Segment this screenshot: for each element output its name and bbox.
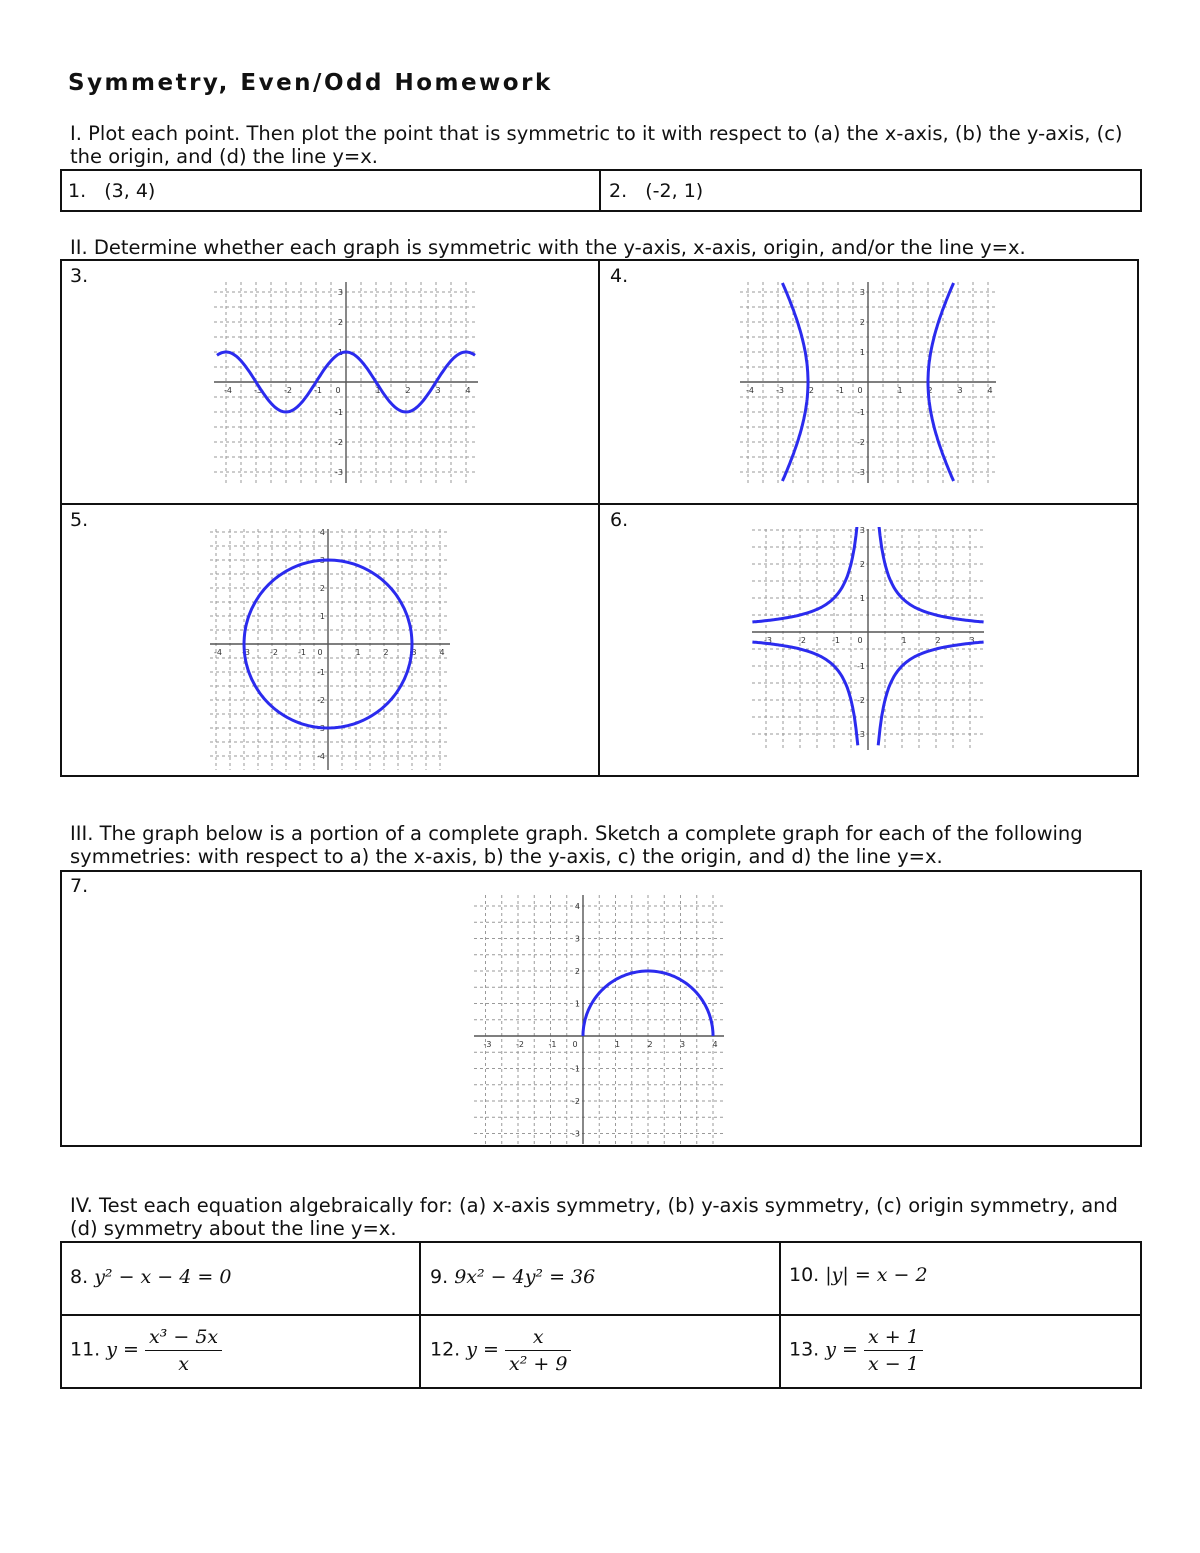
y-tick-label: -3 (572, 1129, 580, 1139)
y-tick-label: -1 (572, 1064, 580, 1074)
graph-7-semicircle (472, 893, 726, 1146)
x-tick-label: 4 (712, 1040, 718, 1049)
section-1-instructions: I. Plot each point. Then plot the point that is symmetric to it with respect to (a) the x-axis, (b) the y-axis, (c) the origin, and (d) the line y=x. (70, 122, 1123, 168)
graph-6-reciprocal (750, 527, 986, 752)
y-tick-label: -1 (335, 408, 343, 417)
x-tick-label: 1 (375, 386, 381, 395)
x-tick-label: -4 (224, 386, 232, 395)
x-tick-label: 2 (405, 386, 411, 395)
y-tick-label: 1 (859, 594, 865, 603)
y-tick-label: -3 (857, 730, 865, 739)
problem-1: 1. (3, 4) (68, 180, 156, 202)
problem-7-label: 7. (70, 875, 89, 897)
section-1-table (60, 169, 1142, 212)
problem-12: 12. y = $\frac{x}{\text{x² + 9}}$ (430, 1324, 571, 1377)
graph-3-cosine (212, 280, 480, 485)
problem-8: 8. y² − x − 4 = 0 (70, 1266, 232, 1288)
y-tick-label: -3 (335, 468, 343, 477)
y-tick-label: 1 (337, 348, 343, 357)
y-tick-label: 3 (859, 288, 865, 297)
y-tick-label: 3 (574, 934, 580, 944)
y-tick-label: 4 (319, 528, 325, 537)
y-tick-label: -2 (572, 1097, 580, 1106)
problem-9: 9. 9x² − 4y² = 36 (430, 1266, 596, 1288)
x-tick-label: 4 (987, 386, 993, 395)
x-tick-label: 1 (901, 636, 907, 645)
x-tick-label: -2 (284, 386, 292, 395)
y-tick-label: 1 (319, 612, 325, 621)
y-tick-label: -1 (857, 408, 865, 417)
x-tick-label: 3 (969, 636, 975, 645)
x-tick-label: -2 (270, 648, 278, 657)
x-tick-label: -3 (254, 386, 262, 395)
x-tick-label: -1 (548, 1040, 557, 1049)
y-tick-label: -1 (857, 662, 865, 671)
x-tick-label: 1 (355, 648, 361, 657)
x-tick-label: 4 (465, 386, 471, 395)
curve (878, 527, 983, 622)
problem-13: 13. y = $\frac{x + 1}{x - 1}$ (789, 1324, 923, 1377)
x-tick-label: -3 (242, 648, 250, 657)
x-tick-label: 3 (957, 386, 963, 395)
x-tick-label: 2 (383, 648, 389, 657)
x-tick-label: -4 (746, 386, 754, 395)
y-tick-label: -3 (857, 468, 865, 477)
problem-3-label: 3. (70, 265, 89, 287)
x-tick-label: -4 (214, 648, 222, 657)
problem-4-label: 4. (610, 265, 629, 287)
x-tick-label: -3 (764, 636, 772, 645)
curve (878, 642, 983, 745)
y-tick-label: -2 (317, 696, 325, 705)
y-tick-label: 1 (574, 999, 580, 1009)
x-tick-label: 0 (857, 386, 863, 395)
x-tick-label: -2 (798, 636, 806, 645)
y-tick-label: 1 (859, 348, 865, 357)
x-tick-label: 3 (411, 648, 417, 657)
x-tick-label: 0 (317, 648, 323, 657)
y-tick-label: -2 (857, 438, 865, 447)
y-tick-label: -3 (317, 724, 325, 733)
y-tick-label: 2 (859, 318, 865, 327)
x-tick-label: 1 (897, 386, 903, 395)
problem-5-label: 5. (70, 509, 89, 531)
x-tick-label: 3 (435, 386, 441, 395)
x-tick-label: 2 (935, 636, 941, 645)
section-2-instructions: II. Determine whether each graph is symmetric with the y-axis, x-axis, origin, and/or the line y=x. (70, 236, 1026, 259)
x-tick-label: -2 (516, 1040, 524, 1049)
x-tick-label: -1 (836, 386, 844, 395)
x-tick-label: 4 (439, 648, 445, 657)
x-tick-label: 2 (647, 1040, 653, 1049)
curve (752, 527, 857, 622)
section-4-instructions: IV. Test each equation algebraically for: (a) x-axis symmetry, (b) y-axis symmetry, (c) origin symmetry, and (d) symmetry about the line y=x. (70, 1194, 1118, 1240)
x-tick-label: -1 (832, 636, 840, 645)
problem-11: 11. y = $\frac{\text{x³ − 5x}}{x}$ (70, 1324, 222, 1377)
y-tick-label: 3 (337, 288, 343, 297)
y-tick-label: -1 (317, 668, 325, 677)
x-tick-label: 3 (679, 1040, 686, 1049)
graph-4-hyperbola (738, 280, 998, 485)
x-tick-label: -3 (483, 1040, 492, 1049)
problem-2: 2. (-2, 1) (609, 180, 704, 202)
x-tick-label: 1 (614, 1040, 621, 1049)
y-tick-label: 3 (859, 527, 865, 535)
x-tick-label: -1 (298, 648, 306, 657)
y-tick-label: -2 (857, 696, 865, 705)
y-tick-label: 3 (319, 556, 325, 565)
y-tick-label: 4 (574, 902, 580, 911)
graph-5-circle (208, 527, 452, 772)
problem-10: 10. |y| = x − 2 (789, 1264, 928, 1286)
y-tick-label: 2 (337, 318, 343, 327)
x-tick-label: 0 (857, 636, 863, 645)
y-tick-label: 2 (859, 560, 865, 569)
x-tick-label: -3 (776, 386, 784, 395)
x-tick-label: 0 (572, 1040, 578, 1049)
section-3-instructions: III. The graph below is a portion of a complete graph. Sketch a complete graph for each of the following symmetries: with respect to a) the x-axis, b) the y-axis, c) the origin, and d) the line y=x. (70, 822, 1083, 868)
x-tick-label: -2 (806, 386, 814, 395)
x-tick-label: 0 (335, 386, 341, 395)
curve (752, 642, 857, 745)
y-tick-label: -2 (335, 438, 343, 447)
x-tick-label: -1 (314, 386, 322, 395)
y-tick-label: 2 (319, 584, 325, 593)
problem-6-label: 6. (610, 509, 629, 531)
page-title: Symmetry, Even/Odd Homework (68, 70, 553, 96)
y-tick-label: 2 (574, 967, 580, 976)
x-tick-label: 2 (927, 386, 933, 395)
y-tick-label: -4 (317, 752, 325, 761)
